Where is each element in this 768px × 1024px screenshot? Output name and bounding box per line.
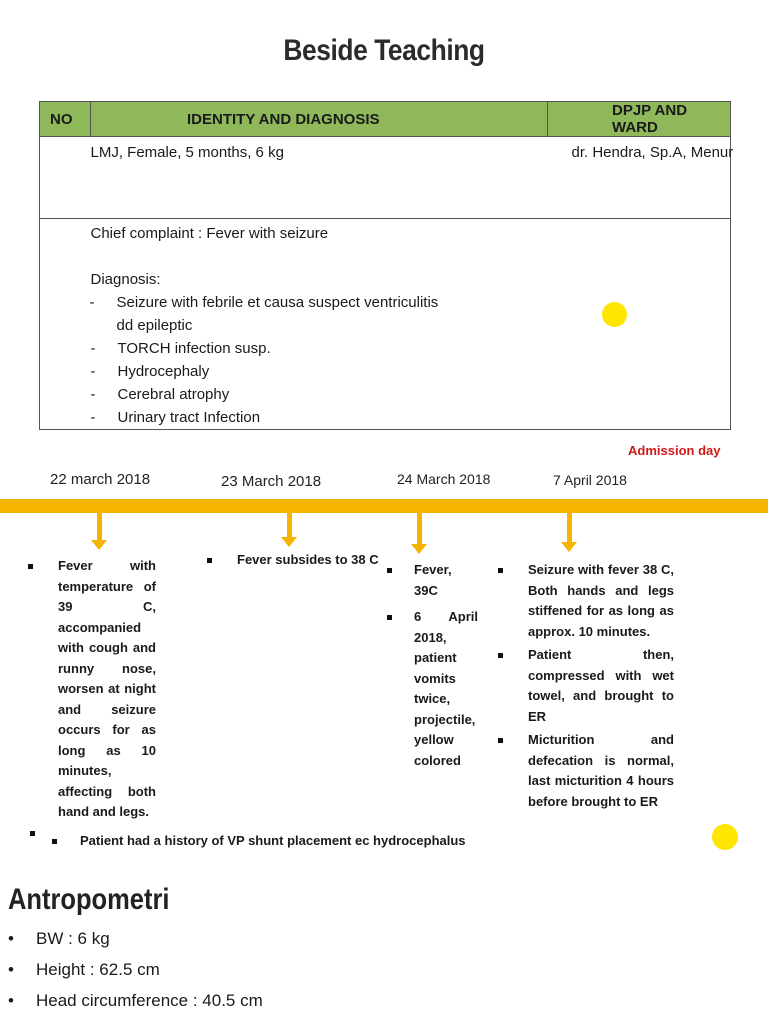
header-identity: IDENTITY AND DIAGNOSIS	[91, 102, 548, 137]
diagnosis-item: TORCH infection susp.	[117, 340, 271, 357]
arrow-down-icon	[91, 540, 107, 550]
bullet-icon	[30, 831, 35, 836]
timeline-bar	[0, 499, 768, 513]
yellow-marker-dot	[602, 302, 627, 327]
dpjp-text: dr. Hendra, Sp.A, Menur	[571, 144, 734, 161]
list-item: Fever subsides to 38 C	[237, 550, 382, 571]
diagnosis-item: Hydrocephaly	[117, 363, 210, 380]
list-item: 6 April 2018, patient vomits twice, projectile, yellow colored	[414, 607, 478, 771]
diagnosis-item: Seizure with febrile et causa suspect ventriculitis	[116, 294, 439, 311]
identity-table	[39, 101, 734, 430]
header-dpjp: DPJP AND WARD	[548, 102, 731, 137]
yellow-marker-dot	[712, 824, 738, 850]
timeline-col-2	[237, 550, 382, 573]
timeline-date-3: 24 March 2018	[397, 471, 491, 487]
timeline-date-1: 22 march 2018	[50, 471, 151, 488]
list-item: • BW : 6 kg	[8, 929, 110, 948]
timeline-arrow	[567, 513, 572, 543]
diagnosis-item: dd epileptic	[116, 317, 193, 334]
list-item: • Height : 62.5 cm	[8, 960, 160, 979]
list-item: Patient then, compressed with wet towel, and brought to ER	[528, 645, 674, 727]
list-item: Seizure with fever 38 C, Both hands and legs stiffened for as long as approx. 10 minutes.	[528, 560, 674, 642]
dpjp-cell	[548, 137, 734, 219]
table-row	[40, 137, 731, 219]
header-no: NO	[40, 102, 91, 137]
table-row	[40, 219, 731, 430]
timeline-col-1	[58, 556, 156, 825]
timeline-col-4	[528, 560, 674, 814]
timeline-date-2: 23 March 2018	[221, 473, 322, 490]
antropometri-title: Antropometri	[8, 883, 170, 916]
diagnosis-cell: Chief complaint : Fever with seizure Diagnosis: - Seizure with febrile et causa suspect ventriculitis dd epileptic - TORCH infection susp. - Hydrocephaly - Cerebral atrophy - Urinary tract Infection	[91, 219, 731, 430]
diagnosis-label: Diagnosis:	[90, 271, 161, 288]
antropometri-list	[8, 923, 263, 1016]
diagnosis-item: Urinary tract Infection	[117, 409, 261, 426]
list-item: • Head circumference : 40.5 cm	[8, 991, 263, 1010]
page-title: Beside Teaching	[283, 34, 485, 67]
list-item: Fever with temperature of 39 C, accompanied with cough and runny nose, worsen at night and seizure occurs for as long as 10 minutes, affecting both hand and legs.	[58, 556, 156, 823]
timeline-col-3	[414, 560, 478, 773]
history-note: Patient had a history of VP shunt placement ec hydrocephalus	[80, 833, 466, 848]
arrow-down-icon	[561, 542, 577, 552]
diagnosis-item: Cerebral atrophy	[117, 386, 230, 403]
list-item: Fever, 39C	[414, 560, 478, 601]
timeline-arrow	[97, 513, 102, 541]
timeline-arrow	[287, 513, 292, 538]
list-item: Micturition and defecation is normal, last micturition 4 hours before brought to ER	[528, 730, 674, 812]
chief-complaint: Chief complaint : Fever with seizure	[90, 225, 329, 242]
timeline-date-4: 7 April 2018	[553, 472, 627, 488]
admission-day-label: Admission day	[628, 443, 721, 458]
arrow-down-icon	[281, 537, 297, 547]
identity-cell	[91, 137, 548, 219]
arrow-down-icon	[411, 544, 427, 554]
bullet-icon	[52, 839, 57, 844]
timeline-arrow	[417, 513, 422, 545]
identity-text: LMJ, Female, 5 months, 6 kg	[90, 144, 284, 161]
